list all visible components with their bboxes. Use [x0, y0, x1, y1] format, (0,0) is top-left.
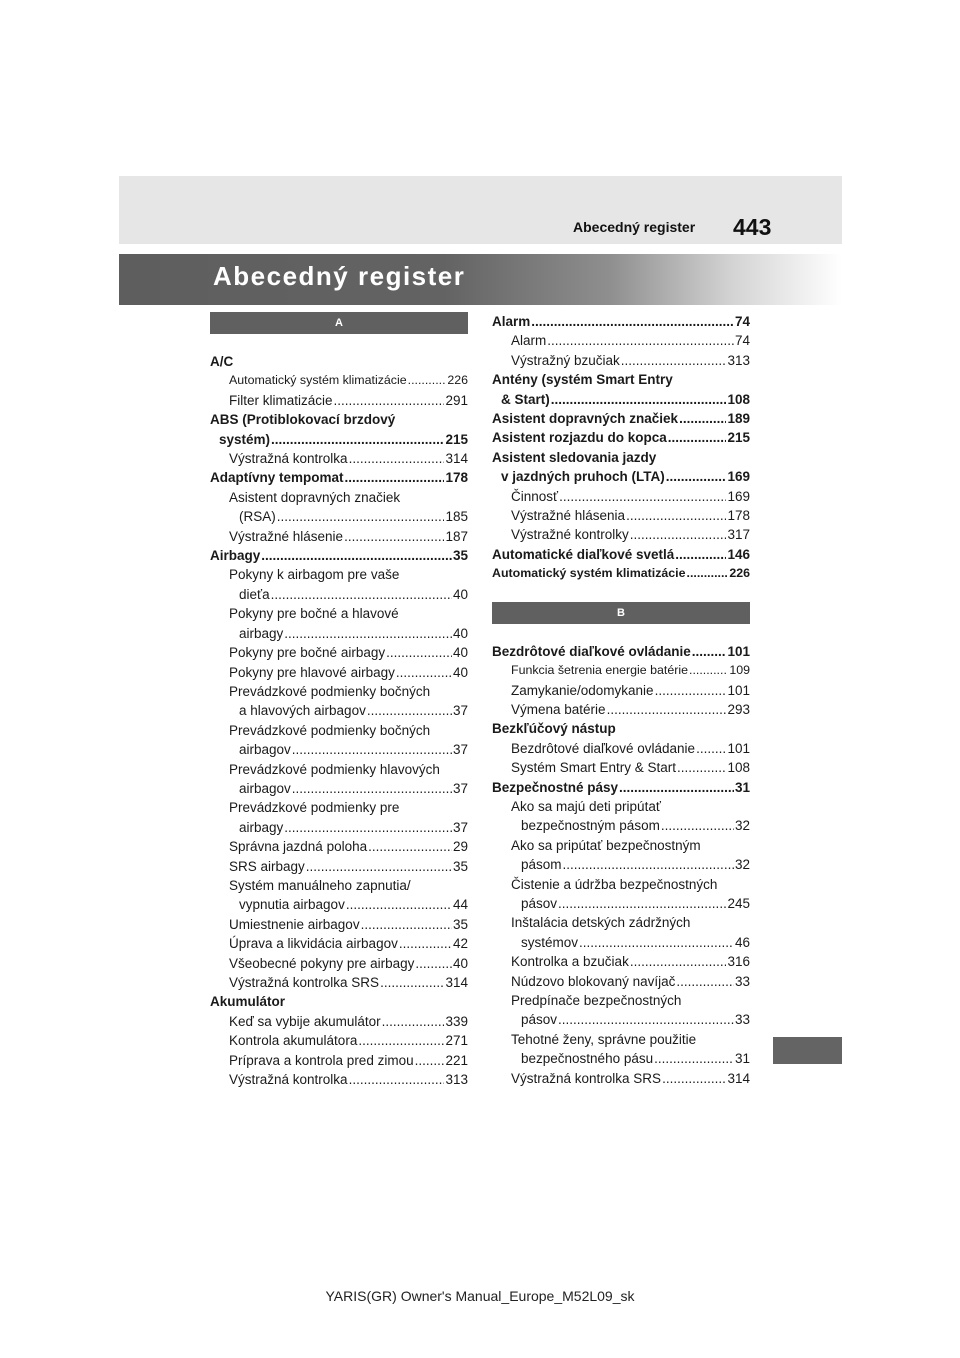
index-entry-page: 29 — [452, 839, 468, 855]
dot-leader — [547, 331, 734, 350]
dot-leader — [349, 449, 445, 468]
dot-leader — [399, 934, 452, 953]
index-entry-label: Ako sa majú deti pripútať — [511, 798, 661, 814]
index-entry — [210, 701, 468, 720]
index-entry-page: 215 — [445, 431, 468, 447]
page-number: 443 — [733, 214, 772, 240]
index-entry-label: Systém Smart Entry & Start — [511, 760, 677, 776]
dot-leader — [344, 527, 444, 546]
index-entry-label: Núdzovo blokovaný navíjač — [511, 973, 676, 989]
index-entry — [492, 836, 750, 855]
index-entry — [492, 913, 750, 932]
index-entry-label: Výstražný bzučiak — [511, 352, 620, 368]
index-entry-page: 37 — [452, 703, 468, 719]
dot-leader — [661, 816, 734, 835]
index-entry-page: 40 — [452, 586, 468, 602]
index-entry-page: 40 — [452, 625, 468, 641]
index-entry-page: 109 — [729, 663, 750, 678]
index-entry — [210, 1031, 468, 1050]
index-entry-label: Antény (systém Smart Entry — [492, 372, 673, 388]
index-entry-page: 146 — [727, 546, 750, 562]
index-entry-label: Bezdrôtové diaľkové ovládanie — [492, 643, 691, 659]
index-entry — [210, 410, 468, 429]
index-entry-page: 313 — [445, 1072, 468, 1088]
index-entry-label: Prevádzkové podmienky pre — [229, 800, 400, 816]
index-entry-page: 314 — [445, 451, 468, 467]
index-entry-page: 169 — [727, 469, 750, 485]
index-entry-page: 314 — [445, 975, 468, 990]
index-entry-label: Výstražná kontrolka SRS — [229, 975, 380, 990]
index-entry — [492, 855, 750, 874]
dot-leader — [386, 643, 452, 662]
index-entry-label: Výstražné hlásenia — [511, 508, 626, 524]
index-entry — [210, 760, 468, 779]
index-entry-label: Príprava a kontrola pred zimou — [229, 1052, 414, 1068]
running-header: Abecedný register — [573, 219, 696, 235]
index-entry-label: Prevádzkové podmienky hlavových — [229, 761, 440, 777]
index-entry-label: bezpečnostným pásom — [521, 818, 660, 834]
dot-leader — [607, 700, 727, 719]
index-entry-label: Pokyny k airbagom pre vaše — [229, 567, 400, 583]
index-entry-label: Kontrola akumulátora — [229, 1033, 358, 1049]
index-entry-label: A/C — [210, 354, 234, 369]
index-entry-page: 189 — [727, 411, 750, 427]
dot-leader — [689, 661, 728, 680]
letter-heading-a: A — [210, 312, 468, 334]
index-entry-label: Automatický systém klimatizácie — [492, 566, 686, 581]
index-entry-label: systémov — [521, 934, 579, 950]
index-entry-page: 32 — [734, 818, 750, 834]
index-entry-label: airbagov — [239, 742, 291, 758]
index-column-left — [210, 312, 468, 1089]
index-entry — [492, 487, 750, 506]
index-entry-label: ABS (Protiblokovací brzdový — [210, 412, 396, 428]
index-entry-page: 313 — [727, 352, 750, 368]
index-entry — [210, 527, 468, 546]
index-entry-page: 245 — [727, 895, 750, 911]
footer-manual-id: YARIS(GR) Owner's Manual_Europe_M52L09_sk — [325, 1288, 635, 1304]
dot-leader — [382, 1012, 445, 1031]
index-entry-label: Činnosť — [511, 488, 559, 504]
index-entry-label: Asistent rozjazdu do kopca — [492, 430, 667, 446]
index-thumb-tab — [773, 1037, 842, 1064]
dot-leader — [677, 758, 726, 777]
dot-leader — [284, 624, 452, 643]
index-entry-label: Automatický systém klimatizácie — [229, 373, 407, 388]
index-entry-label: Akumulátor — [210, 994, 286, 1010]
dot-leader — [415, 954, 452, 973]
index-entry-page: 271 — [445, 1033, 468, 1049]
index-entry — [210, 391, 468, 410]
index-entry-page: 314 — [727, 1070, 750, 1086]
dot-leader — [666, 467, 727, 486]
index-entry-label: Prevádzkové podmienky bočných — [229, 722, 431, 738]
index-entry-label: Predpínače bezpečnostných — [511, 993, 682, 1008]
index-entry-label: dieťa — [239, 586, 270, 602]
dot-leader — [415, 1051, 445, 1070]
index-entry-label: Výstražná kontrolka SRS — [511, 1070, 662, 1086]
index-entry-label: Čistenie a údržba bezpečnostných — [511, 876, 718, 892]
index-entry — [492, 894, 750, 913]
dot-leader — [380, 973, 444, 992]
dot-leader — [345, 468, 445, 487]
dot-leader — [619, 778, 734, 797]
index-entry — [210, 876, 468, 895]
dot-leader — [630, 525, 727, 544]
index-entry-label: Filter klimatizácie — [229, 392, 333, 408]
index-entry — [210, 624, 468, 643]
index-entry — [210, 546, 468, 565]
index-entry — [210, 973, 468, 992]
index-entry-page: 42 — [452, 936, 468, 952]
dot-leader — [675, 545, 726, 564]
index-entry-page: 226 — [447, 373, 468, 388]
dot-leader — [692, 642, 727, 661]
index-entry — [492, 661, 750, 680]
index-entry-page: 185 — [445, 509, 468, 525]
index-entry-page: 226 — [729, 566, 750, 581]
index-entry-label: Výstražná kontrolka — [229, 1072, 348, 1088]
index-entry-label: Zamykanie/odomykanie — [511, 682, 654, 698]
index-entry-label: Bezpečnostné pásy — [492, 779, 619, 795]
dot-leader — [306, 857, 452, 876]
index-entry-page: 316 — [727, 954, 750, 970]
index-entry — [492, 1030, 750, 1049]
dot-leader — [626, 506, 726, 525]
index-entry — [492, 564, 750, 583]
dot-leader — [361, 915, 452, 934]
index-entry — [492, 390, 750, 409]
index-entry-label: Tehotné ženy, správne použitie — [511, 1031, 697, 1047]
index-entry — [210, 682, 468, 701]
dot-leader — [349, 1070, 445, 1089]
index-entry-label: Asistent dopravných značiek — [229, 489, 401, 505]
dot-leader — [630, 952, 727, 971]
index-entry-label: Airbagy — [210, 548, 261, 564]
index-entry — [210, 818, 468, 837]
index-entry-page: 40 — [452, 955, 468, 971]
dot-leader — [551, 390, 727, 409]
index-entry — [210, 954, 468, 973]
index-entry — [492, 642, 750, 661]
dot-leader — [334, 391, 445, 410]
dot-leader — [558, 1010, 734, 1029]
index-entry — [210, 604, 468, 623]
index-entry-page: 32 — [734, 857, 750, 873]
index-entry-label: Prevádzkové podmienky bočných — [229, 683, 431, 699]
index-entry — [210, 565, 468, 584]
index-entry — [492, 681, 750, 700]
index-entry-page: 221 — [445, 1052, 468, 1068]
dot-leader — [531, 312, 734, 331]
dot-leader — [621, 351, 727, 370]
dot-leader — [368, 837, 452, 856]
index-entry-label: (RSA) — [239, 509, 276, 525]
index-entry — [210, 779, 468, 798]
index-entry-page: 37 — [452, 742, 468, 758]
index-entry-label: Ako sa pripútať bezpečnostným — [511, 837, 701, 853]
index-entry-page: 74 — [734, 333, 750, 349]
index-entry-page: 178 — [727, 508, 750, 524]
index-entry-label: pásom — [521, 857, 562, 873]
dot-leader — [277, 507, 445, 526]
index-entry-page: 187 — [445, 528, 468, 544]
index-entry — [492, 991, 750, 1010]
index-entry — [492, 506, 750, 525]
index-entry — [210, 915, 468, 934]
index-entry-page: 33 — [734, 1012, 750, 1028]
index-entry — [210, 895, 468, 914]
index-entry — [492, 778, 750, 797]
dot-leader — [284, 818, 452, 837]
index-entry-label: Výstražné kontrolky — [511, 527, 629, 543]
index-entry-page: 101 — [727, 682, 750, 698]
index-entry-page: 40 — [452, 645, 468, 661]
dot-leader — [396, 663, 452, 682]
index-entry — [492, 525, 750, 544]
dot-leader — [358, 1031, 444, 1050]
dot-leader — [408, 371, 447, 390]
index-list-b — [492, 642, 750, 1088]
dot-leader — [261, 546, 452, 565]
index-entry-page: 178 — [445, 470, 468, 486]
index-entry-label: Bezdrôtové diaľkové ovládanie — [511, 740, 696, 756]
index-entry-page: 293 — [727, 701, 750, 717]
index-entry-page: 40 — [452, 664, 468, 680]
dot-leader — [662, 1069, 726, 1088]
index-entry — [210, 663, 468, 682]
index-entry-label: Správna jazdná poloha — [229, 839, 368, 855]
dot-leader — [367, 701, 452, 720]
index-entry-label: Alarm — [511, 333, 547, 349]
index-entry — [210, 721, 468, 740]
index-entry-label: pásov — [521, 895, 558, 911]
index-list-a-continued — [492, 312, 750, 584]
index-entry — [492, 933, 750, 952]
dot-leader — [563, 855, 734, 874]
index-entry-label: Výstražná kontrolka — [229, 451, 348, 467]
dot-leader — [292, 740, 452, 759]
index-entry-label: Inštalácia detských zádržných — [511, 915, 691, 931]
index-column-right — [492, 312, 750, 1088]
index-entry-label: Asistent dopravných značiek — [492, 411, 679, 427]
index-entry-label: Systém manuálneho zapnutia/ — [229, 877, 411, 893]
index-entry — [492, 1069, 750, 1088]
dot-leader — [292, 779, 452, 798]
index-entry — [210, 507, 468, 526]
index-entry — [210, 643, 468, 662]
index-entry-page: 31 — [734, 1051, 750, 1067]
index-entry-page: 37 — [452, 819, 468, 835]
index-entry — [492, 797, 750, 816]
index-entry-label: a hlavových airbagov — [239, 703, 366, 719]
index-entry-page: 46 — [734, 934, 750, 950]
index-entry-page: 35 — [452, 858, 468, 874]
dot-leader — [346, 895, 452, 914]
index-entry — [492, 875, 750, 894]
index-entry — [210, 371, 468, 390]
letter-heading-b: B — [492, 602, 750, 624]
index-entry — [492, 428, 750, 447]
index-entry-page: 31 — [734, 779, 750, 795]
index-entry-label: bezpečnostného pásu — [521, 1051, 654, 1067]
dot-leader — [655, 681, 727, 700]
dot-leader — [579, 933, 734, 952]
index-entry-page: 101 — [727, 643, 750, 659]
index-entry — [210, 468, 468, 487]
index-entry — [492, 370, 750, 389]
index-entry — [210, 449, 468, 468]
index-entry — [492, 972, 750, 991]
index-entry-page: 44 — [452, 897, 468, 913]
index-entry — [492, 719, 750, 738]
index-entry-label: Pokyny pre bočné a hlavové — [229, 606, 399, 622]
dot-leader — [679, 409, 726, 428]
index-entry — [492, 700, 750, 719]
index-entry-label: v jazdných pruhoch (LTA) — [501, 469, 665, 485]
index-entry-label: Automatické diaľkové svetlá — [492, 546, 675, 562]
index-entry — [492, 1049, 750, 1068]
index-entry — [210, 488, 468, 507]
index-entry-label: Asistent sledovania jazdy — [492, 449, 657, 465]
index-entry — [210, 352, 468, 371]
index-entry-page: 37 — [452, 780, 468, 796]
index-entry-label: Adaptívny tempomat — [210, 470, 344, 486]
index-entry-label: Funkcia šetrenia energie batérie — [511, 663, 689, 678]
index-entry — [210, 992, 468, 1011]
dot-leader — [271, 585, 452, 604]
index-entry — [210, 857, 468, 876]
index-entry — [210, 798, 468, 817]
index-entry-page: 35 — [452, 548, 468, 564]
index-entry — [492, 758, 750, 777]
index-entry — [492, 312, 750, 331]
index-entry — [492, 739, 750, 758]
index-entry-page: 339 — [445, 1013, 468, 1029]
index-entry-label: systém) — [219, 431, 271, 447]
index-entry-label: Výstražné hlásenie — [229, 528, 344, 544]
index-entry — [210, 837, 468, 856]
index-entry-page: 215 — [727, 430, 750, 446]
index-entry — [492, 1010, 750, 1029]
dot-leader — [668, 428, 727, 447]
index-entry-label: Všeobecné pokyny pre airbagy — [229, 955, 415, 971]
index-entry-label: Výmena batérie — [511, 701, 606, 717]
dot-leader — [687, 564, 729, 583]
index-entry — [492, 331, 750, 350]
index-entry — [492, 448, 750, 467]
index-entry — [210, 934, 468, 953]
index-entry — [210, 585, 468, 604]
index-entry-page: 108 — [727, 391, 750, 407]
dot-leader — [676, 972, 734, 991]
index-entry — [492, 952, 750, 971]
index-entry-label: airbagov — [239, 780, 291, 796]
index-entry-label: Keď sa vybije akumulátor — [229, 1013, 381, 1029]
index-entry-page: 33 — [734, 973, 750, 989]
index-entry-label: Pokyny pre bočné airbagy — [229, 645, 386, 661]
index-entry-label: Umiestnenie airbagov — [229, 916, 360, 932]
dot-leader — [271, 430, 444, 449]
index-list-a — [210, 352, 468, 1089]
index-entry-page: 74 — [734, 314, 750, 329]
index-entry — [492, 467, 750, 486]
index-entry-label: Alarm — [492, 314, 531, 329]
dot-leader — [559, 487, 726, 506]
index-entry-label: airbagy — [239, 625, 284, 641]
index-entry — [210, 740, 468, 759]
index-entry — [492, 545, 750, 564]
index-entry — [492, 351, 750, 370]
index-entry — [492, 816, 750, 835]
index-entry-label: Úprava a likvidácia airbagov — [229, 936, 398, 952]
index-entry-label: Kontrolka a bzučiak — [511, 954, 629, 970]
index-entry-label: & Start) — [501, 391, 550, 407]
dot-leader — [654, 1049, 734, 1068]
index-entry-page: 101 — [727, 740, 750, 756]
index-entry-page: 169 — [727, 488, 750, 504]
index-entry-page: 291 — [445, 392, 468, 408]
index-entry — [492, 409, 750, 428]
index-entry — [210, 430, 468, 449]
index-entry-page: 35 — [452, 916, 468, 932]
page-title: Abecedný register — [213, 261, 466, 291]
index-entry-page: 108 — [727, 760, 750, 776]
index-entry-label: SRS airbagy — [229, 858, 305, 874]
index-entry-label: airbagy — [239, 819, 284, 835]
index-entry-page: 317 — [727, 527, 750, 543]
dot-leader — [696, 739, 726, 758]
index-entry — [210, 1012, 468, 1031]
index-entry-label: vypnutia airbagov — [239, 897, 345, 913]
index-entry — [210, 1051, 468, 1070]
index-entry-label: pásov — [521, 1012, 558, 1028]
dot-leader — [558, 894, 726, 913]
index-entry-label: Pokyny pre hlavové airbagy — [229, 664, 395, 680]
index-entry-label: Bezkľúčový nástup — [492, 721, 616, 737]
index-entry — [210, 1070, 468, 1089]
